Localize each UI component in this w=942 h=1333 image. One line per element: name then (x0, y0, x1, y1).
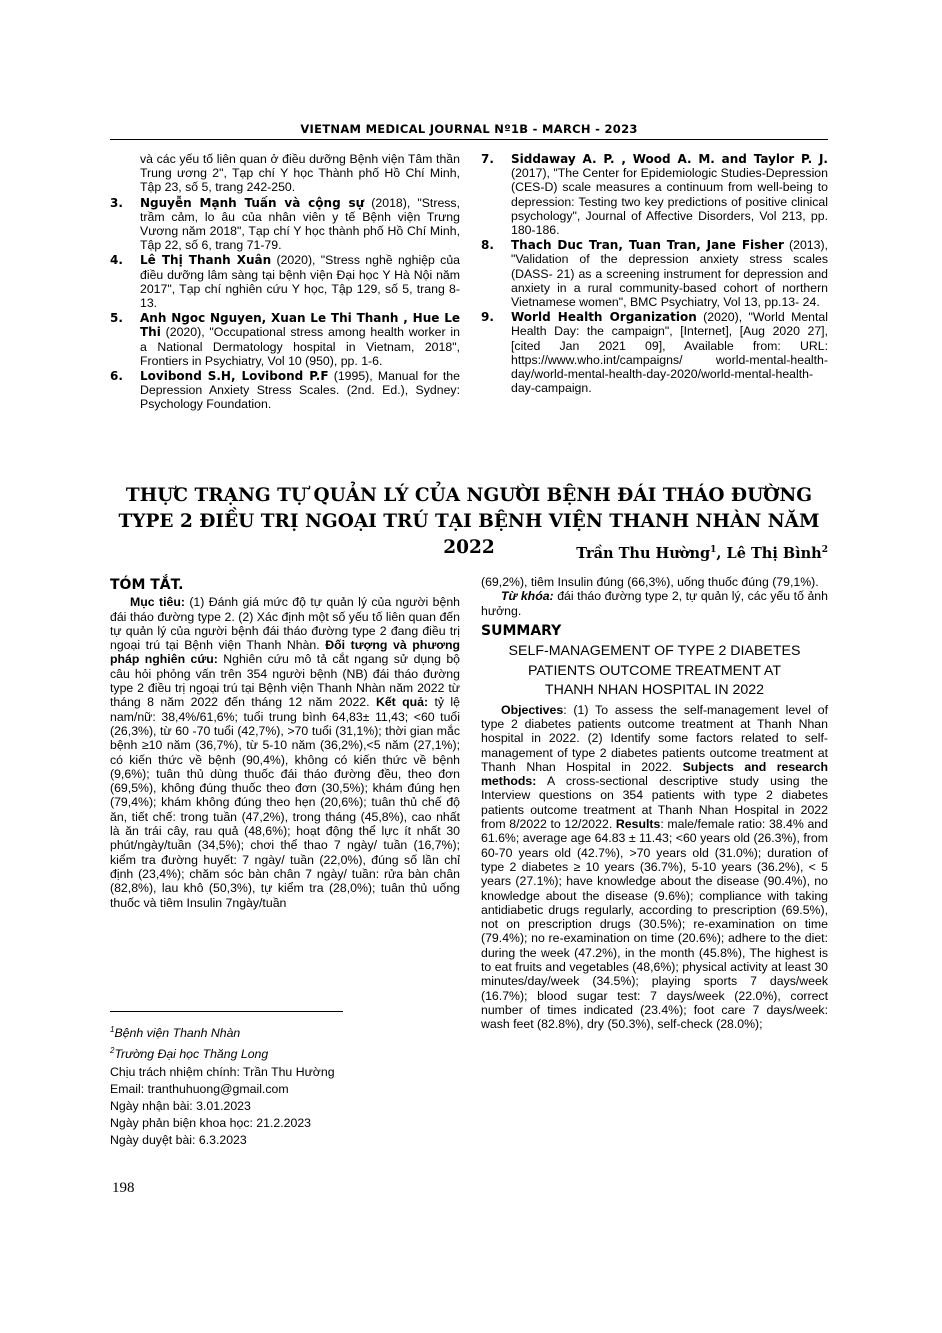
english-title-line: THANH NHAN HOSPITAL IN 2022 (544, 682, 765, 699)
objective-text: (1) Đánh giá mức độ tự quản lý của người bệnh đái tháo đường type 2. (2) Xác định một số yếu tố liên quan đến tự quản lý của người bệnh đái tháo đường type 2 đang điều trị ngoại trú tại Bệnh viện Thanh Nhàn. (110, 595, 460, 653)
abstract-right-column (481, 575, 828, 1032)
reference-number: 8. (481, 238, 494, 253)
reference-authors: Lê Thị Thanh Xuân (140, 253, 272, 268)
references-right-column (481, 152, 828, 396)
reference-text: (2020), "Stress nghề nghiệp của điều dưỡng lâm sàng tại bệnh viện Đại học Y Hà Nội năm 2017", Tạp chí nghiên cứu Y học, Tập 129, số 5, trang 8-13. (140, 253, 460, 311)
reference-text: và các yếu tố liên quan ở điều dưỡng Bệnh viện Tâm thần Trung ương 2", Tạp chí Y học Thành phố Hồ Chí Minh, Tập 23, số 5, trang 242-250. (140, 152, 460, 195)
keywords-paragraph (481, 589, 828, 618)
reference-number: 4. (110, 253, 123, 268)
english-title-line: SELF-MANAGEMENT OF TYPE 2 DIABETES (508, 643, 801, 660)
reference-text: (1995), Manual for the Depression Anxiety Stress Scales. (2nd. Ed.), Sydney: Psychology Foundation. (140, 369, 460, 412)
affiliation (110, 1021, 470, 1042)
reference-text: (2013), "Validation of the depression anxiety stress scales (DASS- 21) as a screening instrument for depression and anxiety in a rural community-based cohort of northern Vietnamese women", BMC Psychiatry, Vol 13, pp.13- 24. (511, 238, 829, 310)
summary-paragraph (481, 703, 828, 1032)
objective-label: Mục tiêu: (130, 595, 185, 610)
running-header: VIETNAM MEDICAL JOURNAL Nº1B - MARCH - 2023 (300, 122, 638, 136)
reference-authors: Anh Ngoc Nguyen, Xuan Le Thi Thanh , Hue Le Thi (140, 311, 460, 340)
reference-number: 9. (481, 310, 494, 325)
results-label: Results (615, 817, 661, 832)
article-title-line: TYPE 2 ĐIỀU TRỊ NGOẠI TRÚ TẠI BỆNH VIỆN THANH NHÀN NĂM 2022 (118, 511, 820, 558)
summary-heading: SUMMARY (481, 622, 562, 639)
results-label: Kết quả: (375, 695, 429, 710)
abstract-vi-paragraph (110, 595, 460, 910)
english-title-line: PATIENTS OUTCOME TREATMENT AT (527, 662, 782, 679)
reference-authors: World Health Organization (511, 310, 697, 325)
reference-authors: Thach Duc Tran, Tuan Tran, Jane Fisher (511, 238, 784, 253)
abstract-vi-heading: TÓM TẮT. (110, 577, 184, 593)
methods-label: Đối tượng và phương pháp nghiên cứu: (110, 638, 460, 667)
reference-item (110, 369, 460, 412)
author-affiliation-mark: 2 (821, 545, 828, 556)
article-title-line: THỰC TRẠNG TỰ QUẢN LÝ CỦA NGƯỜI BỆNH ĐÁI THÁO ĐƯỜNG (125, 485, 813, 506)
affiliation (110, 1042, 470, 1063)
reference-text: (2020), "Occupational stress among health worker in a National Dermatology hospital in Vietnam, 2018", Frontiers in Psychiatry, Vol 10 (950), pp. 1-6. (140, 325, 460, 368)
author-name: Lê Thị Bình (726, 545, 822, 562)
author-affiliation-mark: 1 (710, 545, 717, 556)
reference-number: 3. (110, 195, 123, 210)
objectives-text: : (1) To assess the self-management level of type 2 diabetes patients outcome treatment at Thanh Nhan hospital in 2022. (2) Identify some factors related to self-management of type 2 diabetes patients outcome treatment at Thanh Nhan Hospital in 2022. (481, 702, 828, 774)
results-text: : male/female ratio: 38.4% and 61.6%; average age 64.83 ± 11.43; <60 years old (26.3%), from 60-70 years old (42.7%), >70 years old (31.0%); duration of type 2 diabetes ≥ 10 years (36.7%), 5-10 years (36.2%), < 5 years (27.1%); have knowledge about the disease (90.4%), no knowledge about the disease (9.6%); compliance with taking antidiabetic drugs regularly, according to prescription (69.5%), not on prescription drugs (30.5%); re-examination on time (79.4%); no re-examination on time (20.6%); adhere to the diet: during the week (47.2%), in the month (45.8%), The highest is to eat fruits and vegetables (48,6%); physical activity at least 30 minutes/day/week (34.5%); playing sports 7 days/week (16.7%); blood sugar test: 7 days/week (22.0%), correct number of times indicated (23.4%); foot care 7 days/week: wash feet (82.8%), dry (50.3%), self-check (28.0%); (481, 817, 828, 1032)
footnotes (110, 1021, 470, 1150)
reference-authors: Nguyễn Mạnh Tuấn và cộng sự (140, 195, 365, 210)
accepted-date: Ngày duyệt bài: 6.3.2023 (110, 1133, 247, 1148)
abstract-vi-results-continued: (69,2%), tiêm Insulin đúng (66,3%), uống thuốc đúng (79,1%). (481, 575, 819, 589)
objectives-label: Objectives (501, 702, 564, 717)
author-line (576, 545, 828, 562)
reviewed-date: Ngày phản biện khoa học: 21.2.2023 (110, 1116, 312, 1131)
affiliation-mark: 2 (110, 1046, 115, 1056)
keywords-label: Từ khóa: (501, 589, 554, 604)
reference-number: 6. (110, 369, 123, 384)
email: Email: tranthuhuong@gmail.com (110, 1081, 289, 1096)
reference-item (110, 152, 460, 195)
corresponding-author: Chịu trách nhiệm chính: Trần Thu Hường (110, 1064, 335, 1079)
reference-item (481, 238, 828, 309)
subjects-label: Subjects and research methods: (481, 759, 828, 789)
reference-text: (2018), "Stress, trầm cảm, lo âu của nhân viên y tế Bệnh viện Trưng Vương năm 2018", Tạp chí Y học thành phố Hồ Chí Minh, Tập 22, số 6, trang 71-79. (140, 195, 460, 253)
received-date: Ngày nhận bài: 3.01.2023 (110, 1099, 251, 1113)
results-text: tỷ lệ nam/nữ: 38,4%/61,6%; tuổi trung bình 64,83± 11,43; <60 tuổi (26,3%), từ 60 -70 tuổi (42,7%), >70 tuổi (31,1%); thời gian mắc bệnh ≥10 năm (36,7%), từ 5-10 năm (36,2%),<5 năm (27,1%); có kiến thức về bệnh (90,4%), không có kiến thức về bệnh (9,6%); tuân thủ dùng thuốc đái tháo đường đều, theo đơn (69,5%), không đúng thuốc theo đơn (30,5%); khám đúng hẹn (79,4%); khám không đúng theo hẹn (20,6%); tuân thủ chế độ ăn, tiết chế: trong tuần (47,2%), trong tháng (45,8%), cao nhất là ăn trái cây, rau quả (48,6%); hoạt động thể lực ít nhất 30 phút/ngày/tuần (34,5%); chơi thể thao 7 ngày/ tuần (16,7%); kiểm tra đường huyết: 7 ngày/ tuần (22,0%), đúng số lần chỉ định (23,4%); chăm sóc bàn chân 7 ngày/ tuần: rửa bàn chân (82,8%), lau khô (50,3%), tự kiểm tra (28,0%); tuân thủ uống thuốc và tiêm Insulin 7ngày/tuần (110, 695, 460, 910)
reference-item (110, 253, 460, 310)
references-left-column (110, 152, 460, 413)
abstract-vi-column (110, 578, 460, 910)
reference-number: 7. (481, 152, 494, 166)
reference-item (110, 311, 460, 368)
subjects-text: A cross-sectional descriptive study using the Interview questions on 354 patients with type 2 diabetes patients outcome treatment at Thanh Nhan Hospital in 2022 from 8/2022 to 12/2022. (481, 774, 828, 832)
affiliation-mark: 1 (110, 1025, 115, 1034)
author-separator: , (716, 545, 727, 562)
affiliation-text: Trường Đại học Thăng Long (114, 1047, 269, 1062)
methods-text: Nghiên cứu mô tả cắt ngang sử dụng bộ câu hỏi phỏng vấn trên 354 người bệnh (NB) đái tháo đường type 2 điều trị ngoại trú tại Bệnh viện Thanh Nhàn năm 2022 từ tháng 8 năm 2022 đến tháng 12 năm 2022. (110, 652, 461, 710)
reference-item (481, 310, 828, 395)
reference-text: (2020), "World Mental Health Day: the campaign", [Internet], [Aug 2020 27], [cited Jan 2021 09], Available from: URL: https://www.who.int/campaigns/ world-mental-health-day/world-mental-health-day-2020/world-mental-health-day-campaign. (511, 310, 828, 396)
reference-authors: Lovibond S.H, Lovibond P.F (140, 369, 329, 384)
header-rule (110, 139, 828, 140)
english-title (481, 642, 828, 701)
author-name: Trần Thu Hường (576, 545, 711, 562)
reference-item (110, 196, 460, 253)
reference-item (481, 152, 828, 237)
reference-authors: Siddaway A. P. , Wood A. M. and Taylor P. J. (511, 152, 828, 166)
page-number: 198 (112, 1180, 135, 1196)
reference-text: (2017), "The Center for Epidemiologic Studies-Depression (CES-D) scale measures a continuum from well-being to depression: Testing two key predictions of positive clinical psychology", Journal of Affective Disorders, Vol 213, pp. 180-186. (511, 166, 828, 238)
footnote-rule (110, 1011, 343, 1012)
reference-number: 5. (110, 311, 123, 326)
keywords-text: đái tháo đường type 2, tự quản lý, các yếu tố ảnh hưởng. (481, 589, 828, 618)
affiliation-text: Bệnh viện Thanh Nhàn (114, 1026, 241, 1041)
